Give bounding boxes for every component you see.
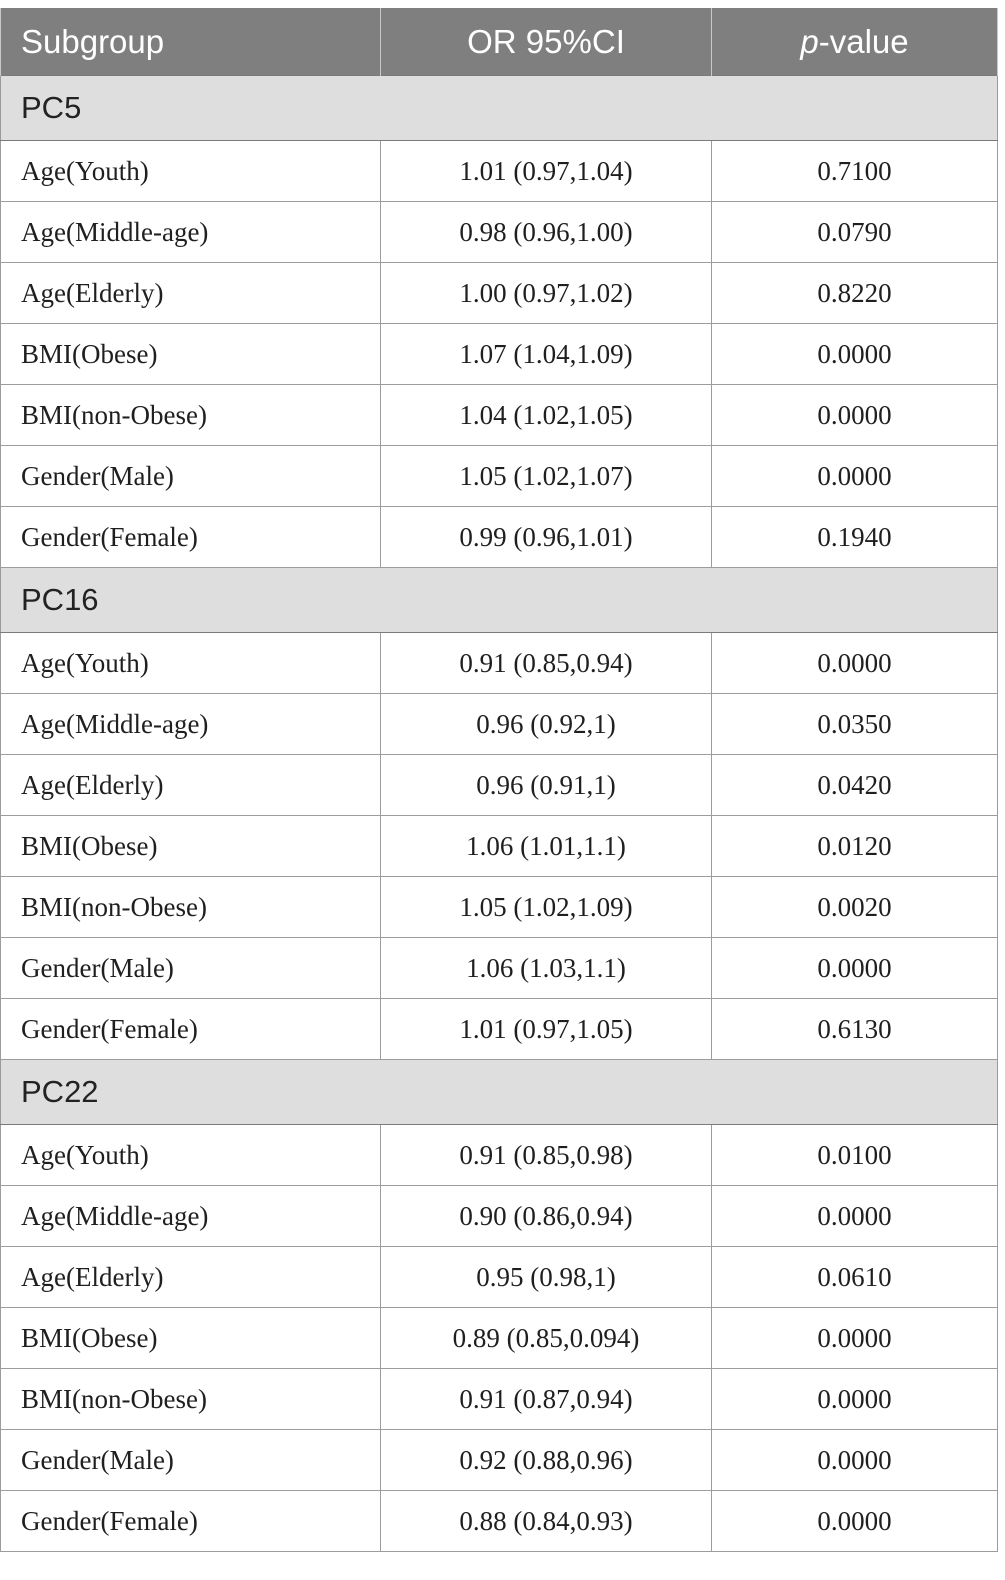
p-value-cell: 0.0000 [712, 385, 998, 446]
subgroup-cell: Age(Elderly) [1, 1247, 381, 1308]
subgroup-cell: Age(Middle-age) [1, 1186, 381, 1247]
table-body [1, 76, 998, 1552]
table-row [1, 755, 998, 816]
p-value-cell: 0.0610 [712, 1247, 998, 1308]
or-ci-cell: 1.05 (1.02,1.09) [381, 877, 712, 938]
subgroup-cell: Gender(Female) [1, 1491, 381, 1552]
table-row [1, 202, 998, 263]
subgroup-cell: Gender(Female) [1, 507, 381, 568]
or-ci-cell: 0.90 (0.86,0.94) [381, 1186, 712, 1247]
p-value-cell: 0.0000 [712, 633, 998, 694]
subgroup-cell: Age(Elderly) [1, 755, 381, 816]
p-value-cell: 0.1940 [712, 507, 998, 568]
subgroup-cell: BMI(non-Obese) [1, 385, 381, 446]
group-row [1, 1060, 998, 1125]
or-ci-cell: 0.89 (0.85,0.094) [381, 1308, 712, 1369]
or-ci-cell: 1.00 (0.97,1.02) [381, 263, 712, 324]
or-ci-cell: 0.91 (0.85,0.98) [381, 1125, 712, 1186]
p-value-cell: 0.0790 [712, 202, 998, 263]
p-value-cell: 0.0000 [712, 938, 998, 999]
table-row [1, 324, 998, 385]
or-ci-cell: 0.99 (0.96,1.01) [381, 507, 712, 568]
or-ci-cell: 0.91 (0.85,0.94) [381, 633, 712, 694]
table-row [1, 633, 998, 694]
table-row [1, 816, 998, 877]
subgroup-cell: BMI(non-Obese) [1, 1369, 381, 1430]
table-row [1, 877, 998, 938]
group-row [1, 76, 998, 141]
p-value-cell: 0.0000 [712, 1186, 998, 1247]
or-ci-cell: 1.01 (0.97,1.04) [381, 141, 712, 202]
subgroup-cell: Age(Middle-age) [1, 202, 381, 263]
or-ci-cell: 0.95 (0.98,1) [381, 1247, 712, 1308]
table-row [1, 1125, 998, 1186]
table-row [1, 1308, 998, 1369]
subgroup-cell: BMI(Obese) [1, 1308, 381, 1369]
or-ci-cell: 1.04 (1.02,1.05) [381, 385, 712, 446]
group-label: PC22 [1, 1060, 998, 1125]
table-header [1, 8, 998, 76]
group-row [1, 568, 998, 633]
table-row [1, 1491, 998, 1552]
table-row [1, 1430, 998, 1491]
subgroup-cell: Gender(Male) [1, 938, 381, 999]
p-value-cell: 0.0000 [712, 1491, 998, 1552]
p-value-cell: 0.6130 [712, 999, 998, 1060]
or-ci-cell: 0.91 (0.87,0.94) [381, 1369, 712, 1430]
table-row [1, 385, 998, 446]
header-p-suffix: -value [818, 22, 909, 60]
p-value-cell: 0.0420 [712, 755, 998, 816]
subgroup-cell: BMI(Obese) [1, 816, 381, 877]
table-row [1, 999, 998, 1060]
subgroup-cell: Age(Elderly) [1, 263, 381, 324]
subgroup-cell: Gender(Male) [1, 1430, 381, 1491]
subgroup-cell: BMI(Obese) [1, 324, 381, 385]
subgroup-cell: Gender(Female) [1, 999, 381, 1060]
subgroup-cell: Gender(Male) [1, 446, 381, 507]
table-row [1, 1247, 998, 1308]
or-ci-cell: 1.06 (1.03,1.1) [381, 938, 712, 999]
or-ci-cell: 0.88 (0.84,0.93) [381, 1491, 712, 1552]
table-row [1, 1186, 998, 1247]
p-value-cell: 0.0000 [712, 1430, 998, 1491]
header-row [1, 8, 998, 76]
or-ci-cell: 0.92 (0.88,0.96) [381, 1430, 712, 1491]
or-ci-cell: 0.96 (0.92,1) [381, 694, 712, 755]
table-row [1, 694, 998, 755]
table-row [1, 507, 998, 568]
or-ci-cell: 0.98 (0.96,1.00) [381, 202, 712, 263]
p-value-cell: 0.0000 [712, 446, 998, 507]
group-label: PC16 [1, 568, 998, 633]
p-value-cell: 0.0100 [712, 1125, 998, 1186]
p-value-cell: 0.0020 [712, 877, 998, 938]
p-value-cell: 0.0120 [712, 816, 998, 877]
or-ci-cell: 0.96 (0.91,1) [381, 755, 712, 816]
subgroup-cell: Age(Youth) [1, 1125, 381, 1186]
p-value-cell: 0.0000 [712, 1369, 998, 1430]
table-row [1, 938, 998, 999]
p-value-cell: 0.0000 [712, 324, 998, 385]
table-row [1, 141, 998, 202]
subgroup-cell: Age(Middle-age) [1, 694, 381, 755]
p-value-cell: 0.0000 [712, 1308, 998, 1369]
p-value-cell: 0.0350 [712, 694, 998, 755]
subgroup-cell: BMI(non-Obese) [1, 877, 381, 938]
table-row [1, 1369, 998, 1430]
p-value-cell: 0.7100 [712, 141, 998, 202]
results-table [0, 8, 998, 1552]
p-value-cell: 0.8220 [712, 263, 998, 324]
or-ci-cell: 1.05 (1.02,1.07) [381, 446, 712, 507]
header-p-italic: p [800, 22, 819, 60]
subgroup-cell: Age(Youth) [1, 141, 381, 202]
or-ci-cell: 1.01 (0.97,1.05) [381, 999, 712, 1060]
group-label: PC5 [1, 76, 998, 141]
table-row [1, 263, 998, 324]
subgroup-cell: Age(Youth) [1, 633, 381, 694]
or-ci-cell: 1.07 (1.04,1.09) [381, 324, 712, 385]
header-p-value [712, 8, 998, 76]
or-ci-cell: 1.06 (1.01,1.1) [381, 816, 712, 877]
table-row [1, 446, 998, 507]
header-subgroup: Subgroup [1, 8, 381, 76]
header-or-ci: OR 95%CI [381, 8, 712, 76]
